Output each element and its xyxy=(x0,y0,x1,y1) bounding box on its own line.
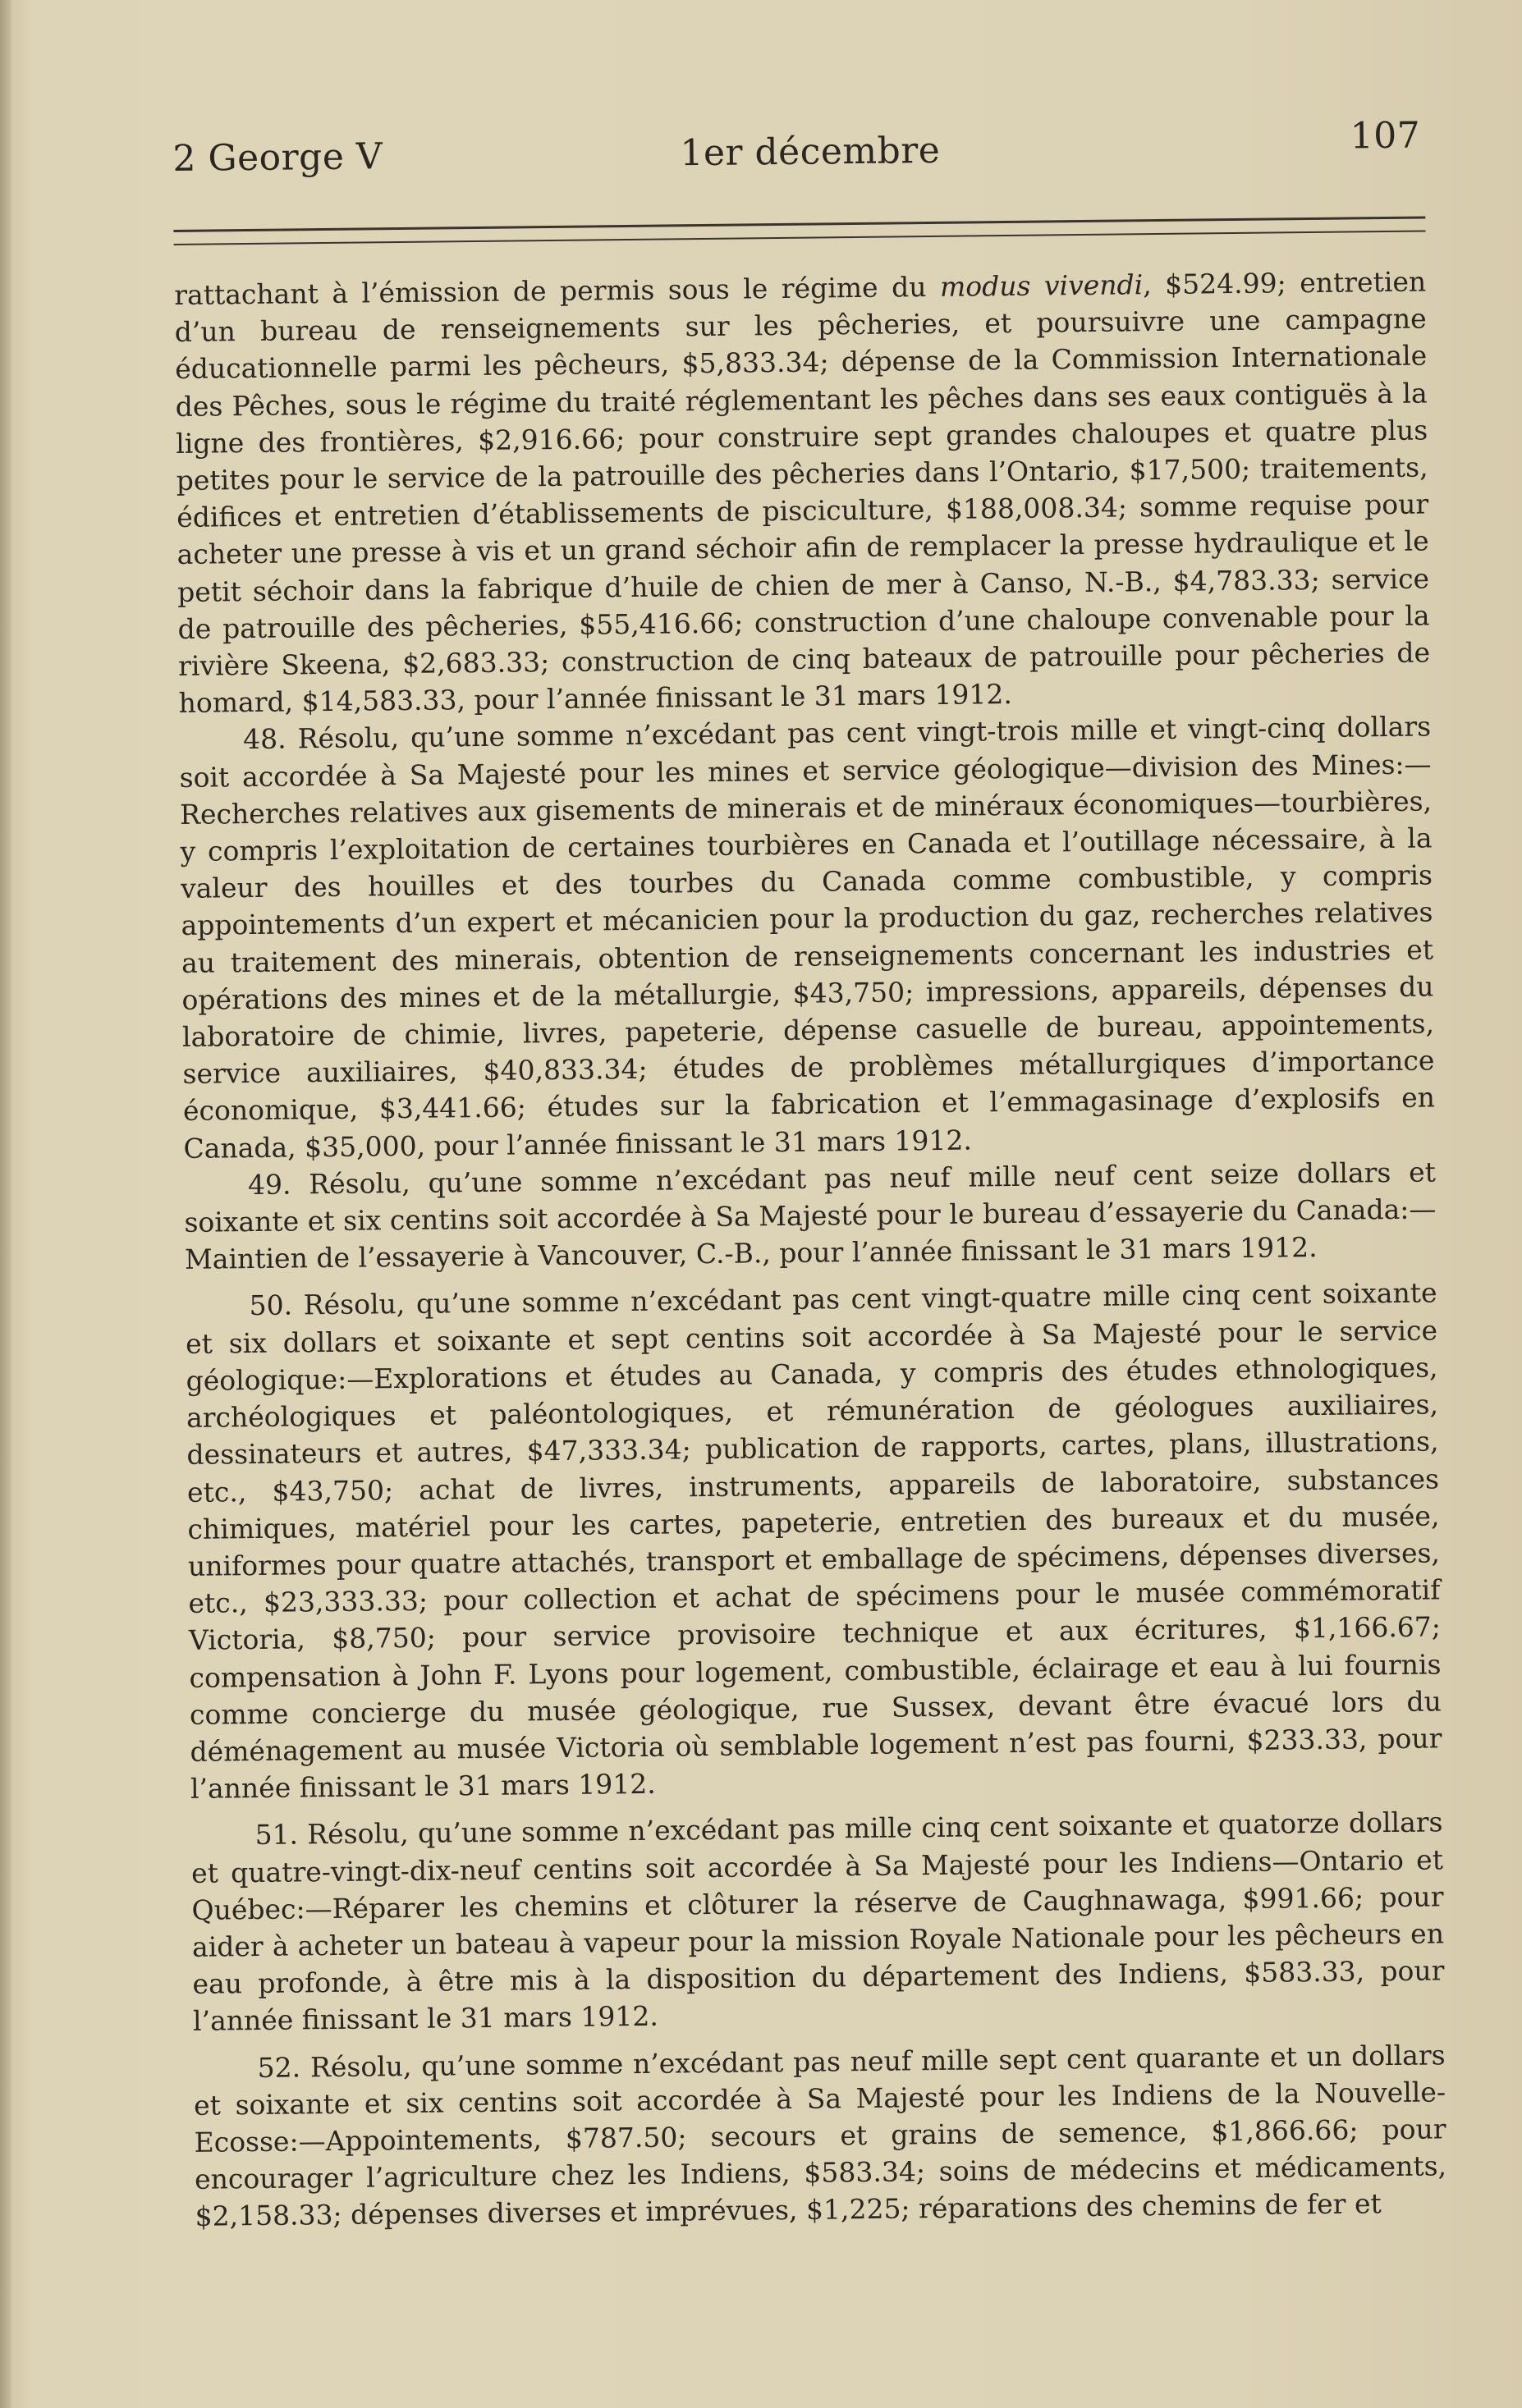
paragraph-51: 51. Résolu, qu’une somme n’excédant pas mille cinq cent soixante et quatorze dollars et quatre-vingt-dix-neuf centins soit accordée à Sa Majesté pour les Indiens—Ontario et Québec:—Réparer les chemins et clôturer la réserve de Caughnawaga, $991.66; pour aider à acheter un bateau à vapeur pour la mission Royale Nationale pour les pêcheurs en eau profonde, à être mis à la disposition du département des Indiens, $583.33, pour l’année finissant le 31 mars 1912. xyxy=(190,1806,1445,2038)
page-number: 107 xyxy=(1350,114,1421,158)
body-text xyxy=(174,263,1447,2235)
paragraph-48: 48. Résolu, qu’une somme n’excédant pas cent vingt-trois mille et vingt-cinq dollars soit accordée à Sa Majesté pour les mines et service géologique—division des Mines:—Recherches relatives aux gisements de minerais et de minéraux économiques—tourbières, y compris l’exploitation de certaines tourbières en Canada et l’outillage nécessaire, à la valeur des houilles et des tourbes du Canada comme combustible, y compris appointements d’un expert et mécanicien pour la production du gaz, recherches relatives au traitement des minerais, obtention de renseignements concernant les industries et opérations des mines et de la métallurgie, $43,750; impressions, appareils, dépenses du laboratoire de chimie, livres, papeterie, dépense casuelle de bureau, appointements, service auxiliaires, $40,833.34; études de problèmes métallurgiques d’importance économique, $3,441.66; études sur la fabrication et l’emmagasinage d’explosifs en Canada, $35,000, pour l’année finissant le 31 mars 1912. xyxy=(179,710,1436,1165)
running-head-left: 2 George V xyxy=(172,135,383,180)
paragraph-text: rattachant à l’émission de permis sous le régime du xyxy=(174,270,941,311)
running-head-date: 1er décembre xyxy=(680,129,941,175)
running-header xyxy=(172,109,1437,222)
italic-term: modus vivendi xyxy=(939,268,1144,303)
page-content xyxy=(172,109,1460,2235)
paragraph-52: 52. Résolu, qu’une somme n’excédant pas neuf mille sept cent quarante et un dollars et soixante et six centins soit accordée à Sa Majesté pour les Indiens de la Nouvelle-Ecosse:—Appointements, $787.50; secours et grains de semence, $1,866.66; pour encourager l’agriculture chez les Indiens, $583.34; soins de médecins et médicaments, $2,158.33; dépenses diverses et imprévues, $1,225; réparations des chemins de fer et xyxy=(193,2038,1447,2233)
paragraph-49: 49. Résolu, qu’une somme n’excédant pas neuf mille neuf cent seize dollars et soixante et six centins soit accordée à Sa Majesté pour le bureau d’essayerie du Canada:—Maintien de l’essayerie à Vancouver, C.-B., pour l’année finissant le 31 mars 1912. xyxy=(184,1156,1437,1276)
paragraph-continuation xyxy=(174,263,1431,721)
header-double-rule xyxy=(173,216,1425,245)
paragraph-text: , $524.99; entretien d’un bureau de renseignements sur les pêcheries, et poursuivre une campagne éducationnelle parmi les pêcheurs, $5,833.34; dépense de la Commission Internationale des Pêches, sous le régime du traité réglementant les pêches dans ses eaux contiguës à la ligne des frontières, $2,916.66; pour construire sept grandes chaloupes et quatre plus petites pour le service de la patrouille des pêcheries dans l’Ontario, $17,500; traitements, édifices et entretien d’établissements de pisciculture, $188,008.34; somme requise pour acheter une presse à vis et un grand séchoir afin de remplacer la presse hydraulique et le petit séchoir dans la fabrique d’huile de chien de mer à Canso, N.-B., $4,783.33; service de patrouille des pêcheries, $55,416.66; construction d’une chaloupe convenable pour la rivière Skeena, $2,683.33; construction de cinq bateaux de patrouille pour pêcheries de homard, $14,583.33, pour l’année finissant le 31 mars 1912. xyxy=(174,265,1431,720)
book-spine-edge xyxy=(0,0,11,2408)
paragraph-50: 50. Résolu, qu’une somme n’excédant pas cent vingt-quatre mille cinq cent soixante et six dollars et soixante et sept centins soit accordée à Sa Majesté pour le service géologique:—Explorations et études au Canada, y compris des études ethnologiques, archéologiques et paléontologiques, et rémunération de géologues auxiliaires, dessinateurs et autres, $47,333.34; publication de rapports, cartes, plans, illustrations, etc., $43,750; achat de livres, instruments, appareils de laboratoire, substances chimiques, matériel pour les cartes, papeterie, entretien des bureaux et du musée, uniformes pour quatre attachés, transport et emballage de spécimens, dépenses diverses, etc., $23,333.33; pour collection et achat de spécimens pour le musée commémoratif Victoria, $8,750; pour service provisoire technique et aux écritures, $1,166.67; compensation à John F. Lyons pour logement, combustible, éclairage et eau à lui fournis comme concierge du musée géologique, rue Sussex, devant être évacué lors du déménagement au musée Victoria où semblable logement n’est pas fourni, $233.33, pour l’année finissant le 31 mars 1912. xyxy=(185,1276,1442,1806)
